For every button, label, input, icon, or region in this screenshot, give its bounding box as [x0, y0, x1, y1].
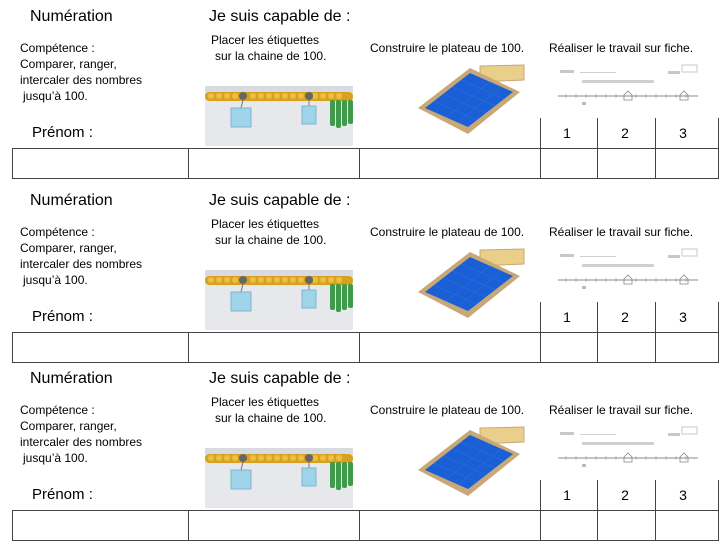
- card-heading: Je suis capable de :: [209, 370, 351, 387]
- competence-line: jusqu’à 100.: [23, 273, 88, 287]
- grid-line-divider: [597, 302, 598, 362]
- competence-line: jusqu’à 100.: [23, 89, 88, 103]
- hundred-board-image: [414, 60, 526, 136]
- grid-line-divider: [359, 332, 360, 362]
- worksheet-image: [556, 64, 700, 110]
- hundred-board-image: [414, 422, 526, 498]
- task-line: Placer les étiquettes: [211, 33, 320, 47]
- task-worksheet-label: Réaliser le travail sur fiche.: [549, 403, 694, 417]
- worksheet-thumbnail: [556, 248, 700, 294]
- level-1: 1: [563, 309, 571, 325]
- grid-line-bottom: [12, 540, 719, 541]
- grid-line-left: [12, 332, 13, 362]
- grid-line-divider: [540, 480, 541, 540]
- competence-line: Comparer, ranger,: [20, 57, 117, 71]
- grid-line-top: [12, 148, 719, 149]
- competence-line: Compétence :: [20, 403, 95, 417]
- bead-chain: [205, 276, 353, 285]
- competence-line: Compétence :: [20, 41, 95, 55]
- card-title: Numération: [30, 370, 113, 387]
- level-2: 2: [621, 125, 629, 141]
- board-photo: [414, 422, 526, 498]
- level-2: 2: [621, 487, 629, 503]
- level-3: 3: [679, 125, 687, 141]
- task-worksheet-label: Réaliser le travail sur fiche.: [549, 41, 694, 55]
- card-title: Numération: [30, 192, 113, 209]
- worksheet-image: [556, 426, 700, 472]
- worksheet-thumbnail: [556, 426, 700, 472]
- competence-card: [0, 0, 720, 180]
- competence-line: intercaler des nombres: [20, 257, 143, 271]
- competence-text: [20, 402, 195, 466]
- board-photo: [414, 244, 526, 320]
- competence-line: Comparer, ranger,: [20, 241, 117, 255]
- task-chain-label: [211, 394, 326, 426]
- worksheet-image: [556, 248, 700, 294]
- bead-chain-image: [205, 86, 353, 146]
- grid-line-divider: [359, 148, 360, 178]
- prenom-label: Prénom :: [32, 124, 93, 141]
- bead-chain: [205, 454, 353, 463]
- prenom-label: Prénom :: [32, 308, 93, 325]
- task-worksheet-label: Réaliser le travail sur fiche.: [549, 225, 694, 239]
- grid-line-divider: [655, 480, 656, 540]
- hundred-board-image: [414, 244, 526, 320]
- competence-card: [0, 184, 720, 364]
- grid-line-left: [12, 148, 13, 178]
- grid-line-top: [12, 510, 719, 511]
- grid-line-divider: [655, 118, 656, 178]
- chain-photo: [205, 448, 353, 508]
- grid-line-bottom: [12, 178, 719, 179]
- task-chain-label: [211, 216, 326, 248]
- card-heading: Je suis capable de :: [209, 8, 351, 25]
- level-1: 1: [563, 125, 571, 141]
- card-heading: Je suis capable de :: [209, 192, 351, 209]
- grid-line-right: [718, 480, 719, 540]
- board-photo: [414, 60, 526, 136]
- grid-line-divider: [359, 510, 360, 540]
- grid-line-divider: [540, 118, 541, 178]
- grid-line-divider: [655, 302, 656, 362]
- competence-text: [20, 224, 195, 288]
- level-3: 3: [679, 487, 687, 503]
- task-board-label: Construire le plateau de 100.: [370, 41, 525, 55]
- grid-line-left: [12, 510, 13, 540]
- grid-line-top: [12, 332, 719, 333]
- level-2: 2: [621, 309, 629, 325]
- task-line: sur la chaine de 100.: [215, 233, 327, 247]
- task-line: Placer les étiquettes: [211, 395, 320, 409]
- task-board-label: Construire le plateau de 100.: [370, 403, 525, 417]
- chain-photo: [205, 86, 353, 146]
- grid-line-divider: [597, 480, 598, 540]
- prenom-label: Prénom :: [32, 486, 93, 503]
- worksheet-thumbnail: [556, 64, 700, 110]
- task-board-label: Construire le plateau de 100.: [370, 225, 525, 239]
- grid-line-divider: [188, 332, 189, 362]
- grid-line-right: [718, 302, 719, 362]
- task-line: sur la chaine de 100.: [215, 411, 327, 425]
- bead-chain: [205, 92, 353, 101]
- competence-text: [20, 40, 195, 104]
- task-line: sur la chaine de 100.: [215, 49, 327, 63]
- grid-line-divider: [540, 302, 541, 362]
- grid-line-divider: [188, 148, 189, 178]
- competence-line: Compétence :: [20, 225, 95, 239]
- bead-chain-image: [205, 448, 353, 508]
- chain-photo: [205, 270, 353, 330]
- competence-card: [0, 362, 720, 542]
- task-line: Placer les étiquettes: [211, 217, 320, 231]
- competence-line: Comparer, ranger,: [20, 419, 117, 433]
- competence-line: jusqu’à 100.: [23, 451, 88, 465]
- grid-line-right: [718, 118, 719, 178]
- grid-line-divider: [188, 510, 189, 540]
- level-1: 1: [563, 487, 571, 503]
- level-3: 3: [679, 309, 687, 325]
- card-title: Numération: [30, 8, 113, 25]
- bead-chain-image: [205, 270, 353, 330]
- competence-line: intercaler des nombres: [20, 73, 143, 87]
- grid-line-divider: [597, 118, 598, 178]
- task-chain-label: [211, 32, 326, 64]
- competence-line: intercaler des nombres: [20, 435, 143, 449]
